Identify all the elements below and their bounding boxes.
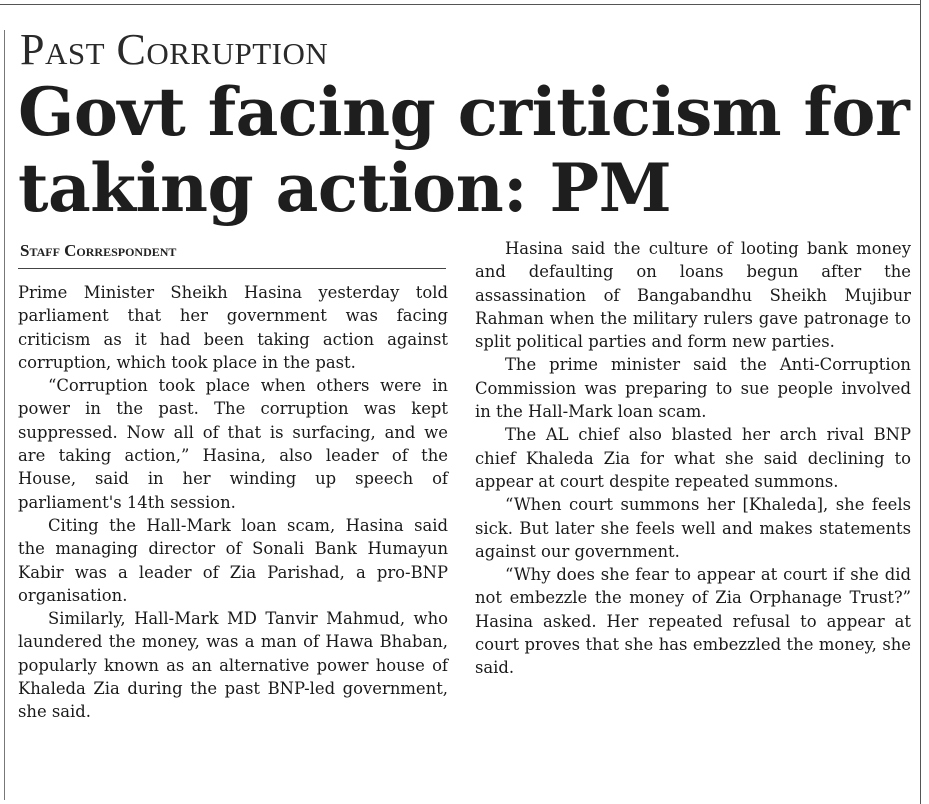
- right-column: [475, 237, 911, 680]
- byline-rule: [18, 268, 446, 269]
- paragraph: “When court summons her [Khaleda], she feels sick. But later she feels well and makes statements against our government.: [475, 495, 911, 561]
- paragraph: Citing the Hall-Mark loan scam, Hasina said the managing director of Sonali Bank Humayun Kabir was a leader of Zia Parishad, a pro-BNP organisation.: [18, 515, 448, 605]
- paragraph: The AL chief also blasted her arch rival BNP chief Khaleda Zia for what she said declining to appear at court despite repeated summons.: [475, 425, 911, 491]
- paragraph: Prime Minister Sheikh Hasina yesterday told parliament that her government was facing criticism as it had been taking action against corruption, which took place in the past.: [18, 283, 448, 372]
- paragraph: Hasina said the culture of looting bank money and defaulting on loans begun after the assassination of Bangabandhu Sheikh Mujibur Rahman when the military rulers gave patronage to split political parties and form new parties.: [475, 239, 911, 352]
- right-border-rule: [920, 0, 921, 804]
- headline-line-1: Govt facing criticism for: [18, 73, 910, 151]
- headline-line-2: taking action: PM: [18, 149, 672, 227]
- left-column: [18, 281, 448, 724]
- article-byline: Staff Correspondent: [20, 241, 177, 260]
- left-border-rule: [4, 30, 5, 800]
- paragraph: The prime minister said the Anti-Corruption Commission was preparing to sue people involved in the Hall-Mark loan scam.: [475, 355, 911, 422]
- top-border-rule: [0, 4, 921, 5]
- paragraph: Similarly, Hall-Mark MD Tanvir Mahmud, who laundered the money, was a man of Hawa Bhaban, popularly known as an alternative power house of Khaleda Zia during the past BNP-led government, she said.: [18, 609, 448, 722]
- paragraph: “Corruption took place when others were in power in the past. The corruption was kept suppressed. Now all of that is surfacing, and we are taking action,” Hasina, also leader of the House, said in her winding up speech of parliament's 14th session.: [18, 376, 448, 512]
- paragraph: “Why does she fear to appear at court if she did not embezzle the money of Zia Orphanage Trust?” Hasina asked. Her repeated refusal to appear at court proves that she has embezzled the money, she said.: [475, 565, 911, 678]
- article-kicker: Past Corruption: [20, 25, 329, 74]
- article-headline: [18, 74, 918, 226]
